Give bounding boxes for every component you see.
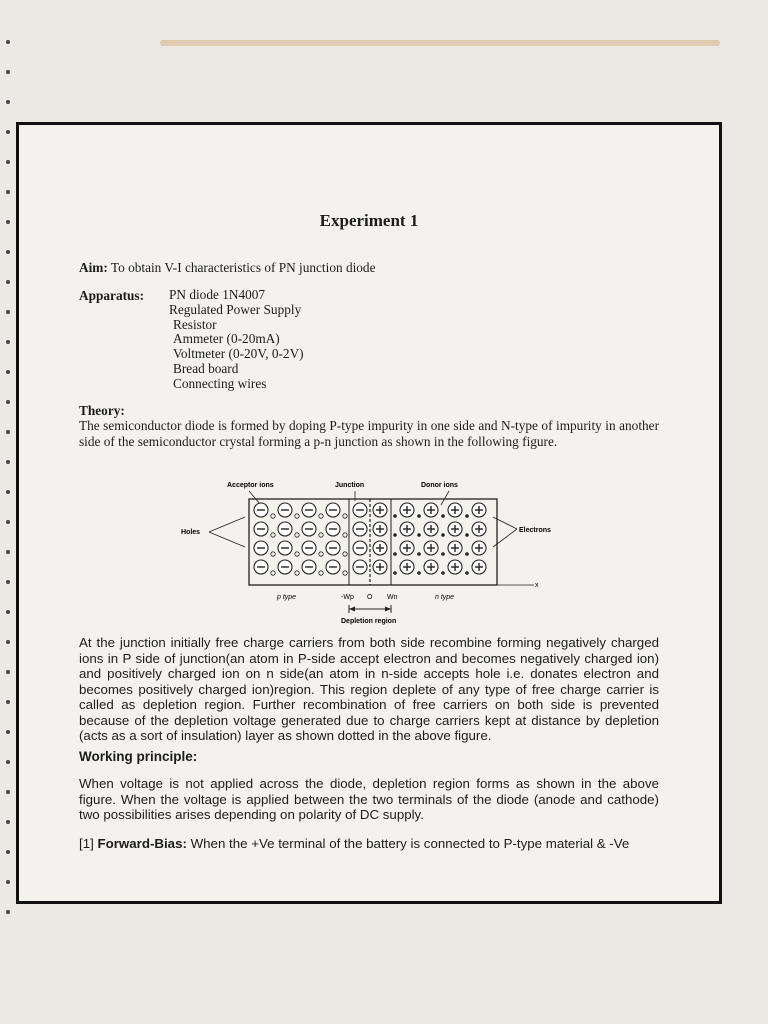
binder-hole <box>6 220 10 224</box>
origin-label: O <box>367 594 373 601</box>
electron-carrier <box>441 514 445 518</box>
electron-carrier <box>465 533 469 537</box>
binder-hole <box>6 520 10 524</box>
binder-hole <box>6 310 10 314</box>
hole-carrier <box>295 552 299 556</box>
apparatus-item: Regulated Power Supply <box>169 301 302 317</box>
hole-carrier <box>319 514 323 518</box>
hole-carrier <box>271 571 275 575</box>
electron-carrier <box>417 533 421 537</box>
binder-hole <box>6 430 10 434</box>
apparatus-item: Connecting wires <box>173 375 267 391</box>
binder-hole <box>6 910 10 914</box>
pn-junction-figure <box>149 477 589 627</box>
electron-carrier <box>417 571 421 575</box>
electron-carrier <box>465 552 469 556</box>
binder-hole <box>6 190 10 194</box>
working-principle-heading: Working principle: <box>79 749 198 764</box>
hole-carrier <box>319 571 323 575</box>
n-type-label: n type <box>435 594 455 601</box>
binder-hole <box>6 70 10 74</box>
binder-hole <box>6 130 10 134</box>
hole-carrier <box>319 552 323 556</box>
forward-bias-text: When the +Ve terminal of the battery is connected to P-type material & -Ve <box>190 836 630 851</box>
depletion-region-label: Depletion region <box>341 618 397 625</box>
hole-carrier <box>271 533 275 537</box>
theory-label: Theory: <box>79 403 125 418</box>
apparatus-list <box>169 288 304 392</box>
forward-bias-label: Forward-Bias: <box>97 836 187 851</box>
binder-hole <box>6 820 10 824</box>
binder-hole <box>6 370 10 374</box>
hole-carrier <box>343 552 347 556</box>
document-page <box>16 122 722 904</box>
aim-label: Aim: <box>79 260 108 275</box>
theory-paragraph: The semiconductor diode is formed by doping P-type impurity in one side and N-type of impurity in another side of the semiconductor crystal forming a p-n junction as shown in the following figure. <box>79 418 659 449</box>
electron-carrier <box>441 552 445 556</box>
aim-text: To obtain V-I characteristics of PN junction diode <box>110 260 376 275</box>
binder-hole <box>6 460 10 464</box>
forward-bias-line <box>79 836 679 852</box>
binder-hole <box>6 640 10 644</box>
binder-hole <box>6 580 10 584</box>
apparatus-item: Ammeter (0-20mA) <box>173 331 280 347</box>
electron-carrier <box>465 514 469 518</box>
binder-hole <box>6 490 10 494</box>
binder-hole <box>6 100 10 104</box>
electron-carrier <box>393 571 397 575</box>
hole-carrier <box>319 533 323 537</box>
donor-ions-label: Donor ions <box>421 482 458 489</box>
electron-carrier <box>393 514 397 518</box>
binder-hole <box>6 550 10 554</box>
electrons-label: Electrons <box>519 527 551 534</box>
hole-carrier <box>343 514 347 518</box>
holes-label: Holes <box>181 529 201 536</box>
apparatus-label: Apparatus: <box>79 288 145 303</box>
hole-carrier <box>343 571 347 575</box>
binder-hole <box>6 670 10 674</box>
electron-carrier <box>393 533 397 537</box>
hole-carrier <box>343 533 347 537</box>
binder-hole <box>6 40 10 44</box>
binder-hole <box>6 850 10 854</box>
junction-label: Junction <box>335 482 365 489</box>
junction-paragraph: At the junction initially free charge carriers from both side recombine forming negatively charged ions in P side of junction(an atom in P-side accept electron and becomes negatively charged ion) and positively charged ion on n side(an atom in n-side accepts hole i.e. donates electron and becomes positively charged ion)region. This region deplete of any type of free charge carrier is called as depletion region. Further recombination of free carriers on both side is prevented because of the depletion voltage generated due to charge carriers kept at distance by depletion (acts as a sort of insulation) layer as shown dotted in the above figure. <box>79 635 659 743</box>
electron-carrier <box>393 552 397 556</box>
hole-carrier <box>271 514 275 518</box>
binder-hole <box>6 160 10 164</box>
apparatus-item: Bread board <box>173 360 239 376</box>
electron-carrier <box>441 571 445 575</box>
binder-hole <box>6 340 10 344</box>
electron-carrier <box>417 552 421 556</box>
electron-carrier <box>417 514 421 518</box>
x-axis-label: x <box>535 582 539 589</box>
working-paragraph: When voltage is not applied across the diode, depletion region forms as shown in the above figure. When the voltage is applied between the two terminals of the diode (anode and cathode) two possibilities arises depending on polarity of DC supply. <box>79 776 659 822</box>
binder-holes <box>6 40 12 940</box>
page-title: Experiment 1 <box>319 211 419 230</box>
binder-hole <box>6 880 10 884</box>
binder-hole <box>6 730 10 734</box>
apparatus-item: Voltmeter (0-20V, 0-2V) <box>173 346 304 362</box>
page-edge-strip <box>160 40 720 46</box>
p-type-label: p type <box>277 594 297 601</box>
electron-carrier <box>465 571 469 575</box>
electron-carrier <box>441 533 445 537</box>
hole-carrier <box>295 514 299 518</box>
binder-hole <box>6 790 10 794</box>
binder-hole <box>6 760 10 764</box>
apparatus-item: Resistor <box>173 316 217 332</box>
binder-hole <box>6 250 10 254</box>
hole-carrier <box>271 552 275 556</box>
binder-hole <box>6 700 10 704</box>
binder-hole <box>6 610 10 614</box>
apparatus-item: PN diode 1N4007 <box>169 287 266 302</box>
aim-line <box>79 260 376 276</box>
hole-carrier <box>295 533 299 537</box>
hole-carrier <box>295 571 299 575</box>
binder-hole <box>6 280 10 284</box>
binder-hole <box>6 400 10 404</box>
wn-label: Wn <box>387 594 398 601</box>
forward-number: [1] <box>79 836 94 851</box>
wp-label: -Wp <box>341 594 354 601</box>
acceptor-ions-label: Acceptor ions <box>227 482 274 489</box>
